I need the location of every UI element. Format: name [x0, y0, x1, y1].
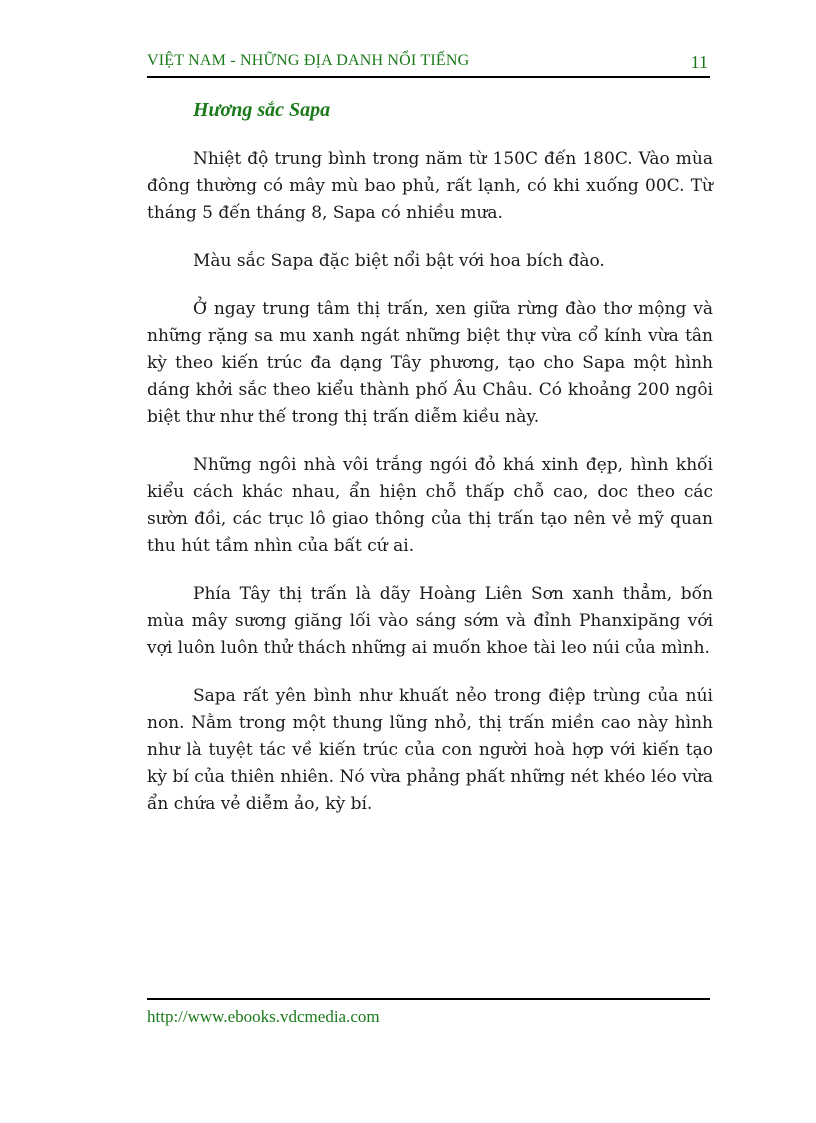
page-number: 11: [690, 52, 708, 72]
paragraph-1: Nhiệt độ trung bình trong năm từ 150C đến 180C. Vào mùa đông thường có mây mù bao phủ, rất lạnh, có khi xuống 00C. Từ tháng 5 đến tháng 8, Sapa có nhiều mưa.: [147, 149, 713, 223]
section-title: Hương sắc Sapa: [193, 99, 331, 121]
paragraph-5: Phía Tây thị trấn là dãy Hoàng Liên Sơn xanh thẳm, bốn mùa mây sương giăng lối vào sáng sớm và đỉnh Phanxipăng với vợi luôn luôn thử thách những ai muốn khoe tài leo núi của mình.: [147, 584, 713, 658]
footer-divider: [147, 998, 710, 1000]
paragraph-6: Sapa rất yên bình như khuất nẻo trong điệp trùng của núi non. Nằm trong một thung lũng nhỏ, thị trấn miền cao này hình như là tuyệt tác về kiến trúc của con người hoà hợp với kiến tạo kỳ bí của thiên nhiên. Nó vừa phảng phất những nét khéo léo vừa ẩn chứa vẻ diễm ảo, kỳ bí.: [147, 686, 713, 814]
paragraph-4: Những ngôi nhà vôi trắng ngói đỏ khá xinh đẹp, hình khối kiểu cách khác nhau, ẩn hiện chỗ thấp chỗ cao, doc theo các sườn đồi, các trục lô giao thông của thị trấn tạo nên vẻ mỹ quan thu hút tầm nhìn của bất cứ ai.: [147, 455, 713, 556]
header-title: VIỆT NAM - NHỮNG ĐỊA DANH NỔI TIẾNG: [147, 52, 470, 69]
main-content: [147, 96, 713, 839]
paragraph-2: Màu sắc Sapa đặc biệt nổi bật với hoa bích đào.: [193, 251, 605, 271]
paragraph-3: Ở ngay trung tâm thị trấn, xen giữa rừng đào thơ mộng và những rặng sa mu xanh ngát những biệt thự vừa cổ kính vừa tân kỳ theo kiến trúc đa dạng Tây phương, tạo cho Sapa một hình dáng khởi sắc theo kiểu thành phố Âu Châu. Có khoảng 200 ngôi biệt thư như thế trong thị trấn diễm kiều này.: [147, 299, 713, 427]
footer-url-link[interactable]: http://www.ebooks.vdcmedia.com: [147, 1007, 380, 1026]
page-header: [147, 50, 710, 78]
